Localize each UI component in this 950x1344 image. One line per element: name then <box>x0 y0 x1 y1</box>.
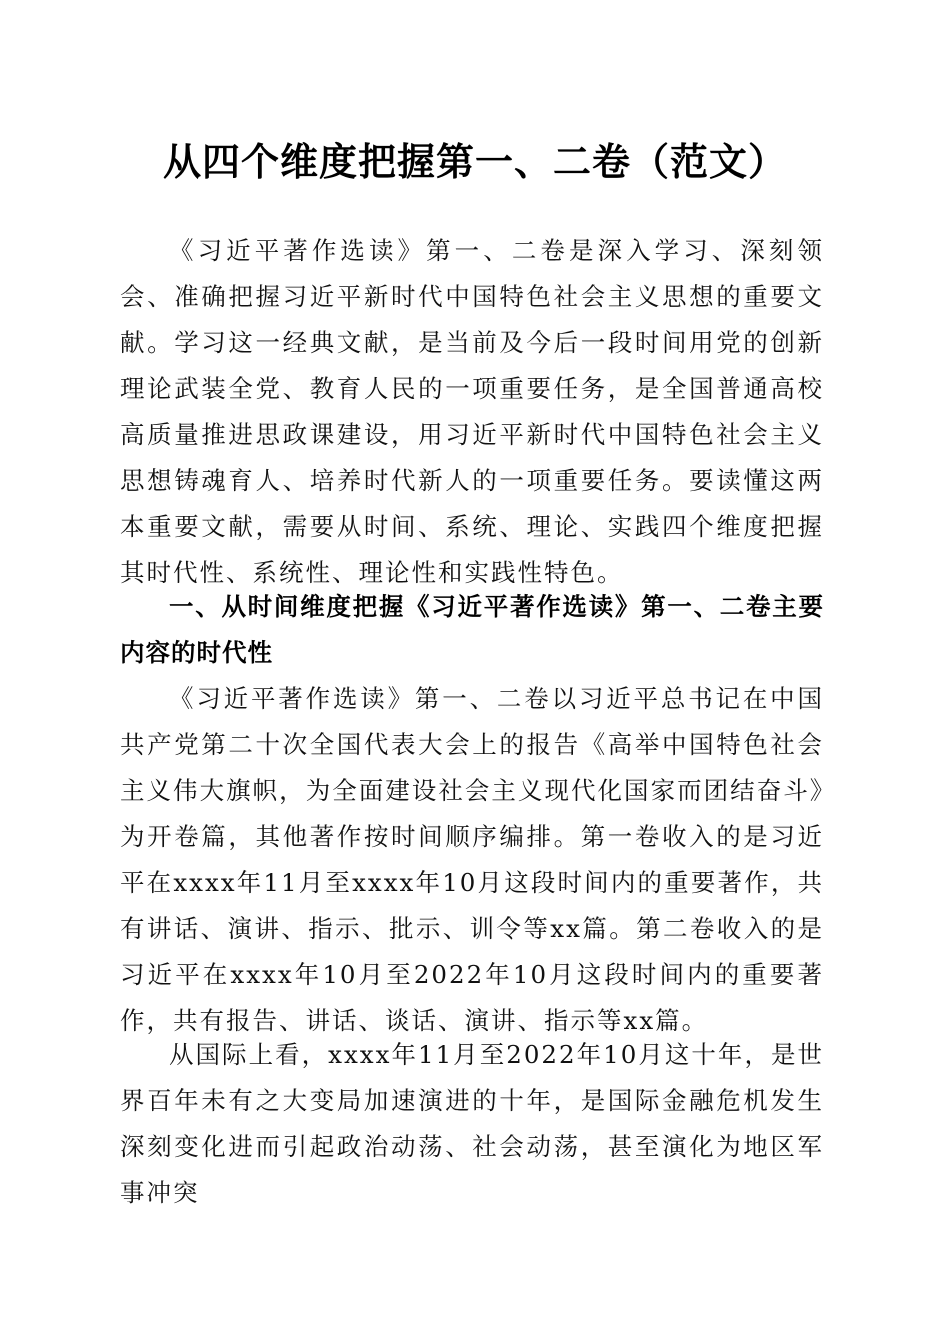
paragraph-intro: 《习近平著作选读》第一、二卷是深入学习、深刻领会、准确把握习近平新时代中国特色社会主义思想的重要文献。学习这一经典文献，是当前及今后一段时间用党的创新理论武装全党、教育人民的一项重要任务，是全国普通高校高质量推进思政课建设，用习近平新时代中国特色社会主义思想铸魂育人、培养时代新人的一项重要任务。要读懂这两本重要文献，需要从时间、系统、理论、实践四个维度把握其时代性、系统性、理论性和实践性特色。 <box>120 236 824 587</box>
document-title: 从四个维度把握第一、二卷（范文） <box>162 139 787 184</box>
paragraph-section1-body: 《习近平著作选读》第一、二卷以习近平总书记在中国共产党第二十次全国代表大会上的报告《高举中国特色社会主义伟大旗帜，为全面建设社会主义现代化国家而团结奋斗》为开卷篇，其他著作按时间顺序编排。第一卷收入的是习近平在xxxx年11月至xxxx年10月这段时间内的重要著作，共有讲话、演讲、指示、批示、训令等xx篇。第二卷收入的是习近平在xxxx年10月至2022年10月这段时间内的重要著作，共有报告、讲话、谈话、演讲、指示等xx篇。 <box>120 684 824 1035</box>
paragraph-international: 从国际上看，xxxx年11月至2022年10月这十年，是世界百年未有之大变局加速演进的十年，是国际金融危机发生深刻变化进而引起政治动荡、社会动荡，甚至演化为地区军事冲突 <box>120 1040 824 1207</box>
section-heading-1: 一、从时间维度把握《习近平著作选读》第一、二卷主要内容的时代性 <box>120 592 824 667</box>
